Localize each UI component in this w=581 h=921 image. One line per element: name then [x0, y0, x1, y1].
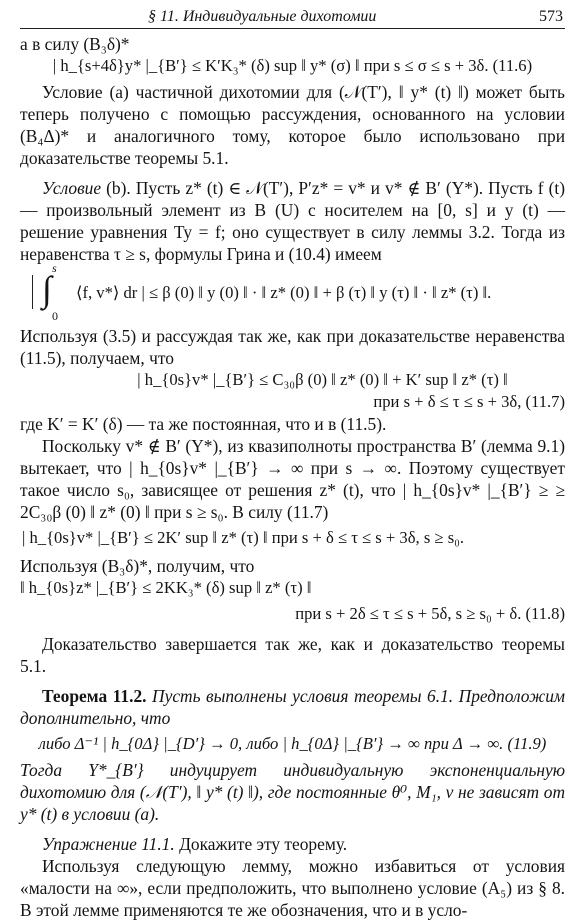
integral-lower-limit: 0	[52, 309, 58, 323]
paragraph: где K′ = K′ (δ) — та же постоянная, что и в (11.5).	[20, 414, 387, 434]
paragraph: Используя (3.5) и рассуждая так же, как при доказательстве неравенства (11.5), получаем, что	[20, 326, 565, 368]
condition-label: Условие	[42, 178, 102, 198]
theorem-text: Пусть выполнены условия теоремы 6.1. Предположим дополнительно, что	[20, 686, 565, 728]
theorem-label: Теорема 11.2.	[42, 686, 147, 706]
paragraph: Поскольку v* ∉ B′ (Y*), из квазиполноты пространства B′ (лемма 9.1) вытекает, что | h_{0s}v* |_{B′} → ∞ при s → ∞. Поэтому существует такое число s₀, зависящее от решения z* (t), что | h_{0s}v* |_{B′} ≥ ≥ 2C₃₀β (0) ‖ z* (0) ‖ при s ≥ s₀. В силу (11.7)	[20, 436, 565, 522]
paragraph: Условие (a) частичной дихотомии для (𝒩(T′), ‖ y* (t) ‖) может быть теперь получено с помощью рассуждения, основанного на условии (B₄Δ)* и аналогичного тому, которое было использовано при доказательстве теоремы 5.1.	[20, 82, 565, 168]
exercise-11-1	[20, 833, 565, 855]
formula-11-7-line1: | h_{0s}v* |_{B′} ≤ C₃₀β (0) ‖ z* (0) ‖ + K′ sup ‖ z* (τ) ‖	[137, 370, 508, 389]
formula-11-6: | h_{s+4δ}y* |_{B′} ≤ K′K₃* (δ) sup ‖ y* (σ) ‖ при s ≤ σ ≤ s + 3δ. (11.6)	[52, 56, 533, 75]
formula-unlabeled: | h_{0s}v* |_{B′} ≤ 2K′ sup ‖ z* (τ) ‖ при s + δ ≤ τ ≤ s + 3δ, s ≥ s₀.	[22, 528, 465, 547]
formula-11-9: либо Δ⁻¹ | h_{0Δ} |_{D′} → 0, либо | h_{0Δ} |_{B′} → ∞ при Δ → ∞. (11.9)	[38, 734, 547, 753]
paragraph: Доказательство завершается так же, как и доказательство теоремы 5.1.	[20, 634, 565, 676]
page-number: 573	[539, 8, 563, 25]
paragraph: Используя следующую лемму, можно избавиться от условия «малости на ∞», если предположить, что выполнено условие (A₅) из § 8. В этой лемме применяются те же обозначения, что и в усло-	[20, 856, 565, 920]
theorem-11-2	[20, 685, 565, 729]
theorem-conclusion: Тогда Y*_{B′} индуцирует индивидуальную экспоненциальную дихотомию для (𝒩(T′), ‖ y* (t) ‖), где постоянные θ⁰, M₁, ν не зависят от y* (t) в условии (a).	[20, 760, 565, 824]
section-title: § 11. Индивидуальные дихотомии	[148, 8, 377, 25]
formula-integral	[30, 261, 565, 323]
condition-text: (b). Пусть z* (t) ∈ 𝒩(T′), P′z* = v* и v* ∉ B′ (Y*). Пусть f (t) — произвольный элемент из B (U) с носителем на [0, s] и y (t) — решение уравнения Ty = f; оно существует в силу леммы 3.2. Тогда из неравенства τ ≥ s, формулы Грина и (10.4) имеем	[20, 178, 565, 264]
formula-11-8-line1: ‖ h_{0s}z* |_{B′} ≤ 2KK₃* (δ) sup ‖ z* (τ) ‖	[20, 578, 312, 597]
exercise-text: Докажите эту теорему.	[174, 834, 348, 854]
integral-symbol: s ∫ 0	[30, 265, 76, 321]
formula-11-7-line2: при s + δ ≤ τ ≤ s + 3δ, (11.7)	[373, 392, 565, 411]
paragraph-condition-b	[20, 177, 565, 265]
paragraph: Используя (B₃δ)*, получим, что	[20, 556, 255, 576]
integral-body: ⟨f, v*⟩ dr | ≤ β (0) ‖ y (0) ‖ · ‖ z* (0) ‖ + β (τ) ‖ y (τ) ‖ · ‖ z* (τ) ‖.	[76, 283, 492, 302]
formula-11-8-line2: при s + 2δ ≤ τ ≤ s + 5δ, s ≥ s₀ + δ. (11.8)	[295, 604, 565, 623]
exercise-label: Упражнение 11.1.	[42, 834, 175, 854]
integral-upper-limit: s	[52, 261, 57, 275]
running-header	[20, 8, 565, 29]
text-line: а в силу (B₃δ)*	[20, 34, 130, 54]
